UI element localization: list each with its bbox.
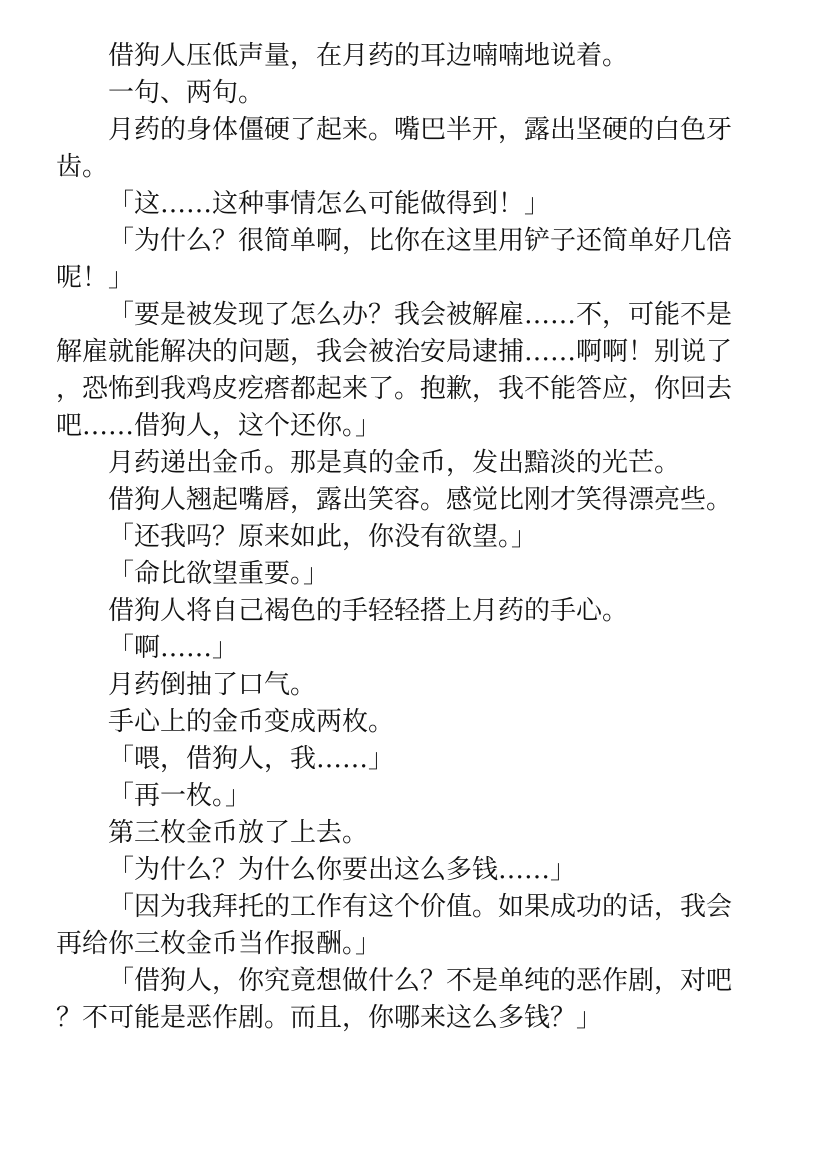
paragraph: 月药的身体僵硬了起来。嘴巴半开，露出坚硬的白色牙齿。 <box>56 115 733 182</box>
paragraph: 「因为我拜托的工作有这个价值。如果成功的话，我会再给你三枚金币当作报酬。」 <box>56 892 733 959</box>
paragraph: 借狗人将自己褐色的手轻轻搭上月药的手心。 <box>108 596 629 626</box>
paragraph: 月药倒抽了口气。 <box>108 670 317 700</box>
paragraph: 「要是被发现了怎么办？我会被解雇……不，可能不是解雇就能解决的问题，我会被治安局逮捕……啊啊！别说了，恐怖到我鸡皮疙瘩都起来了。抱歉，我不能答应，你回去吧……借狗人，这个还你。」 <box>56 300 733 441</box>
paragraph: 「还我吗？原来如此，你没有欲望。」 <box>108 522 538 552</box>
paragraph: 「喂，借狗人，我……」 <box>108 744 395 774</box>
paragraph: 第三枚金币放了上去。 <box>108 818 369 848</box>
body-text <box>56 38 756 1037</box>
paragraph: 一句、两句。 <box>108 78 265 108</box>
paragraph: 「借狗人，你究竟想做什么？不是单纯的恶作剧，对吧？不可能是恶作剧。而且，你哪来这么多钱？」 <box>56 966 733 1033</box>
paragraph: 「这……这种事情怎么可能做得到！」 <box>108 189 551 219</box>
paragraph: 月药递出金币。那是真的金币，发出黯淡的光芒。 <box>108 448 681 478</box>
paragraph: 「命比欲望重要。」 <box>108 559 330 589</box>
paragraph: 「啊……」 <box>108 633 239 663</box>
paragraph: 手心上的金币变成两枚。 <box>108 707 395 737</box>
paragraph: 「为什么？为什么你要出这么多钱……」 <box>108 855 577 885</box>
paragraph: 借狗人翘起嘴唇，露出笑容。感觉比刚才笑得漂亮些。 <box>108 485 733 515</box>
paragraph: 「为什么？很简单啊，比你在这里用铲子还简单好几倍呢！」 <box>56 226 733 293</box>
paragraph: 借狗人压低声量，在月药的耳边喃喃地说着。 <box>108 41 629 71</box>
paragraph: 「再一枚。」 <box>108 781 252 811</box>
